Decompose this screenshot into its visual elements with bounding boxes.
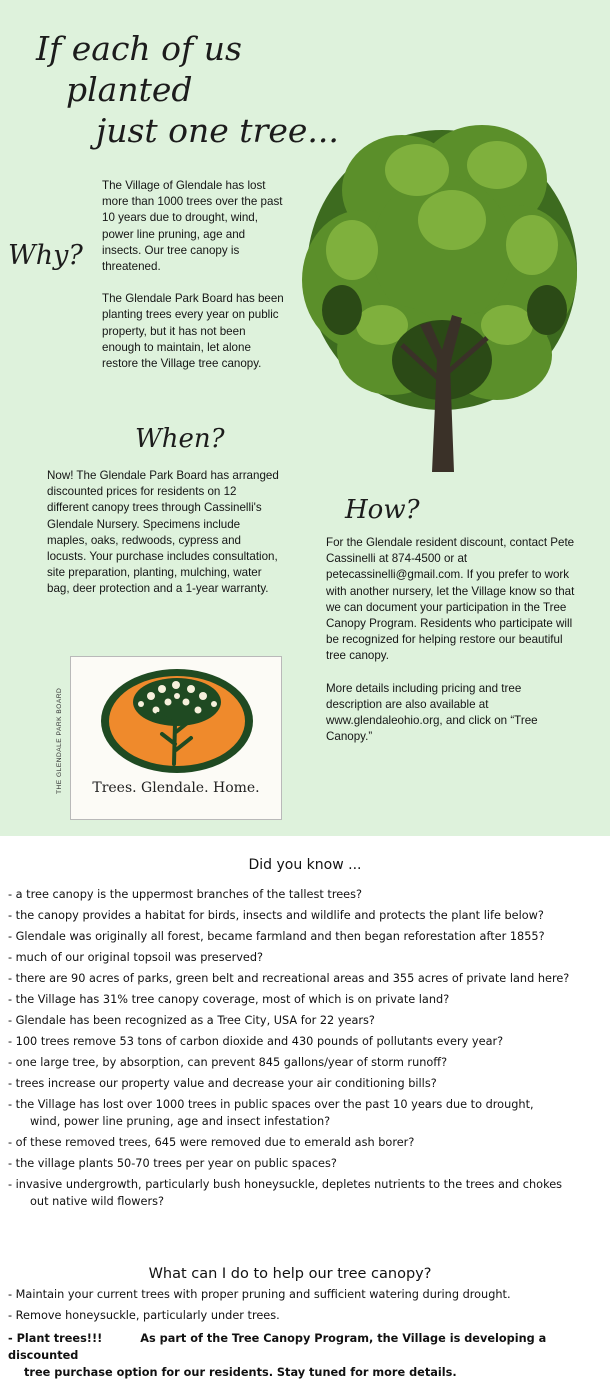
help-list [8, 1284, 604, 1381]
list-item: - Glendale has been recognized as a Tree City, USA for 22 years? [8, 1014, 375, 1027]
list-item: - a tree canopy is the uppermost branches of the tallest trees? [8, 888, 363, 901]
how-paragraph-1: For the Glendale resident discount, contact Pete Cassinelli at 874-4500 or at petecassinelli@gmail.com. If you prefer to work with another nursery, let the Village know so that we can document your participation in the Tree Canopy Program. Residents who participate will be recognized for helping restore our beautiful tree canopy. [326, 536, 575, 663]
list-item-line-1: - the Village has lost over 1000 trees in public spaces over the past 10 years due to drought, [8, 1098, 534, 1111]
list-item [8, 1174, 604, 1212]
tree-emblem-icon [96, 664, 258, 778]
list-item: - 100 trees remove 53 tons of carbon dioxide and 430 pounds of pollutants every year? [8, 1035, 504, 1048]
list-item [8, 1326, 604, 1381]
logo-caption: Trees. Glendale. Home. [92, 780, 260, 796]
plant-trees-text-2: tree purchase option for our residents. Stay tuned for more details. [24, 1366, 457, 1379]
how-paragraph-2: More details including pricing and tree description are also available at www.glendaleohio.org, and click on “Tree Canopy.” [326, 681, 538, 744]
list-item: - there are 90 acres of parks, green belt and recreational areas and 355 acres of private land here? [8, 972, 570, 985]
list-item-line-2: wind, power line pruning, age and insect infestation? [30, 1115, 331, 1128]
list-item: - the Village has 31% tree canopy coverage, most of which is on private land? [8, 993, 450, 1006]
plant-trees-lead: - Plant trees!!! [8, 1332, 103, 1345]
when-heading: When? [135, 424, 225, 454]
why-paragraph-2: The Glendale Park Board has been planting trees every year on public property, but it has not been enough to maintain, let alone restore the Village tree canopy. [102, 292, 284, 371]
tree-illustration [292, 110, 592, 480]
why-section [102, 178, 286, 372]
logo-vertical-text: THE GLENDALE PARK BOARD [56, 687, 63, 795]
list-item: - the village plants 50-70 trees per year on public spaces? [8, 1157, 337, 1170]
list-item: - trees increase our property value and decrease your air conditioning bills? [8, 1077, 437, 1090]
list-item: - the canopy provides a habitat for birds, insects and wildlife and protects the plant life below? [8, 909, 544, 922]
list-item: - Remove honeysuckle, particularly under trees. [8, 1309, 280, 1322]
when-paragraph: Now! The Glendale Park Board has arranged discounted prices for residents on 12 different canopy trees through Cassinelli's Glendale Nursery. Specimens include maples, oaks, redwoods, cypress and locusts. Your purchase includes consultation, site preparation, planting, mulching, water bag, deer protection and a 1-year warranty. [47, 469, 279, 596]
list-item-line-2: out native wild flowers? [30, 1195, 164, 1208]
plant-trees-text-1: As part of the Tree Canopy Program, the Village is developing a discounted [8, 1332, 547, 1362]
list-item-line-1: - invasive undergrowth, particularly bush honeysuckle, depletes nutrients to the trees and chokes [8, 1178, 563, 1191]
list-item: - of these removed trees, 645 were removed due to emerald ash borer? [8, 1136, 415, 1149]
how-heading: How? [345, 495, 420, 525]
why-paragraph-1: The Village of Glendale has lost more than 1000 trees over the past 10 years due to drought, wind, power line pruning, age and insects. Our tree canopy is threatened. [102, 179, 283, 274]
list-item: - Maintain your current trees with proper pruning and sufficient watering during drought. [8, 1288, 511, 1301]
list-item: - Glendale was originally all forest, became farmland and then began reforestation after 1855? [8, 930, 545, 943]
list-item: - one large tree, by absorption, can prevent 845 gallons/year of storm runoff? [8, 1056, 448, 1069]
did-you-know-heading: Did you know ... [248, 857, 362, 873]
did-you-know-list [8, 884, 604, 1212]
help-heading: What can I do to help our tree canopy? [148, 1266, 432, 1282]
why-heading: Why? [8, 240, 83, 271]
how-section [326, 535, 576, 745]
headline-line-1: If each of us [36, 29, 242, 68]
when-section [47, 468, 279, 598]
headline-line-3: just one tree... [96, 111, 339, 150]
list-item [8, 1094, 604, 1132]
list-item: - much of our original topsoil was preserved? [8, 951, 264, 964]
headline-line-2: planted [66, 70, 193, 109]
